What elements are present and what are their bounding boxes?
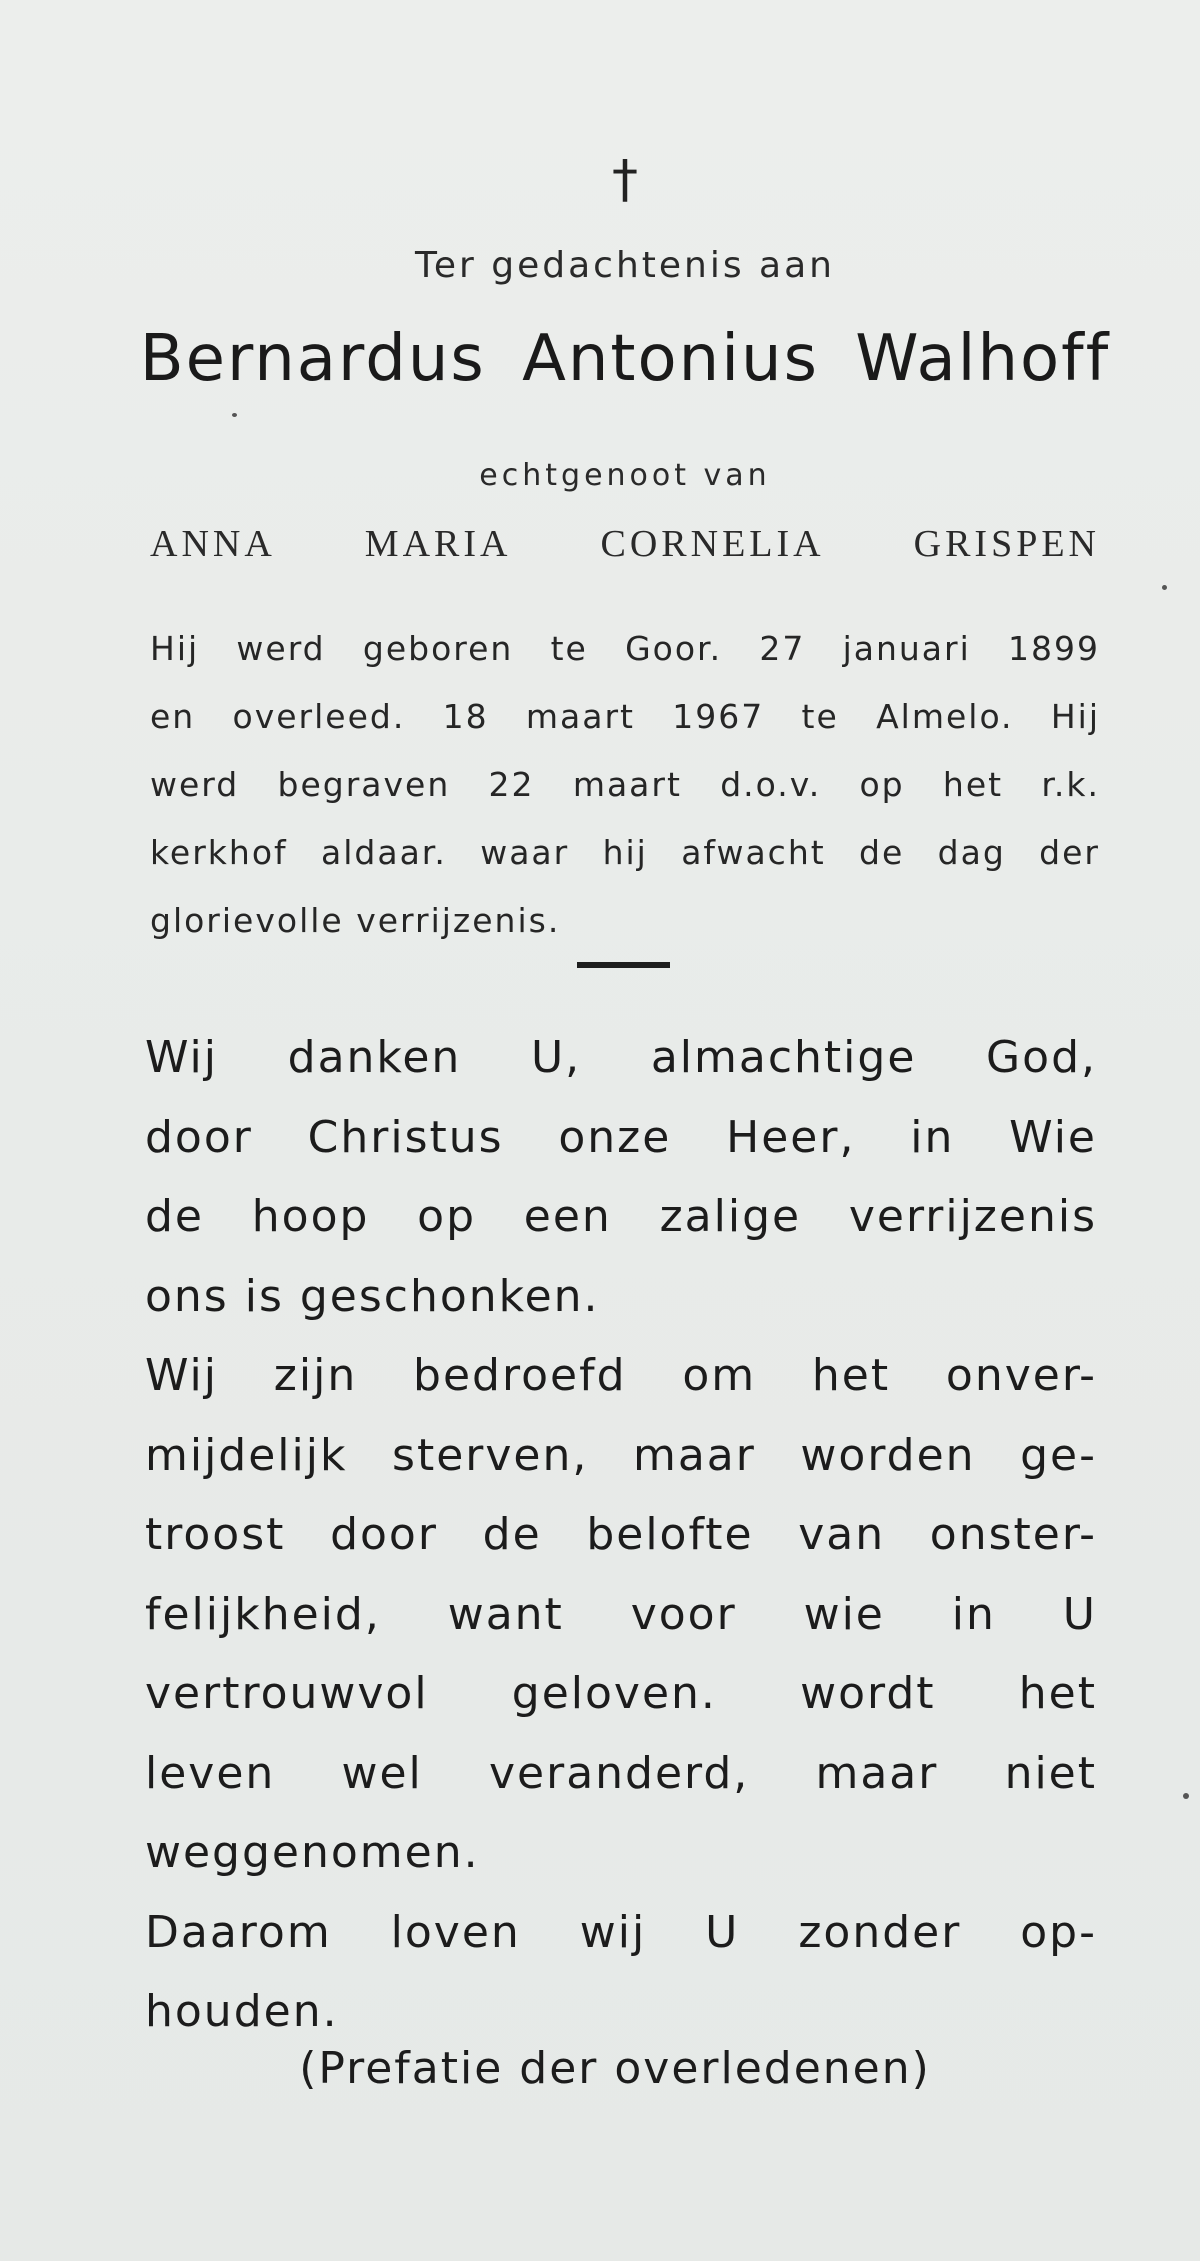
prayer-line: troost door de belofte van onster- — [145, 1509, 1097, 1560]
biography — [150, 615, 1100, 955]
prayer-line: leven wel veranderd, maar niet — [145, 1747, 1097, 1799]
prayer-line: mijdelijk sterven, maar worden ge- — [145, 1429, 1097, 1481]
ink-speck — [232, 413, 237, 417]
ink-speck — [1183, 1793, 1189, 1799]
bio-line: en overleed. 18 maart 1967 te Almelo. Hij — [150, 697, 1100, 736]
prayer-line: Wij zijn bedroefd om het onver- — [145, 1350, 1097, 1401]
prayer-line: ons is geschonken. — [145, 1270, 600, 1322]
intro-text: Ter gedachtenis aan — [414, 245, 835, 286]
bio-line: glorievolle verrijzenis. — [150, 901, 561, 940]
spouse-name: ANNA MARIA CORNELIA GRISPEN — [150, 523, 1100, 565]
bio-line: werd begraven 22 maart d.o.v. op het r.k. — [150, 765, 1100, 804]
prayer-text — [145, 1018, 1097, 2052]
divider — [577, 962, 670, 968]
prayer-line: houden. — [145, 1986, 339, 2037]
prayer-line: felijkheid, want voor wie in U — [145, 1588, 1097, 1640]
bio-line: kerkhof aldaar. waar hij afwacht de dag der — [150, 833, 1100, 872]
bio-line: Hij werd geboren te Goor. 27 januari 1899 — [150, 629, 1100, 668]
deceased-name: Bernardus Antonius Walhoff — [139, 322, 1111, 396]
prayer-line: Wij danken U, almachtige God, — [145, 1032, 1097, 1083]
ink-speck — [1162, 585, 1167, 590]
source-citation: (Prefatie der overledenen) — [299, 2043, 931, 2094]
prayer-line: vertrouwvol geloven. wordt het — [145, 1668, 1097, 1719]
spouse-intro-text: echtgenoot van — [479, 458, 771, 493]
prayer-line: weggenomen. — [145, 1827, 480, 1878]
prayer-line: de hoop op een zalige verrijzenis — [145, 1191, 1097, 1242]
prayer-line: Daarom loven wij U zonder op- — [145, 1906, 1097, 1958]
cross-icon: † — [612, 150, 638, 210]
prayer-line: door Christus onze Heer, in Wie — [145, 1111, 1097, 1163]
